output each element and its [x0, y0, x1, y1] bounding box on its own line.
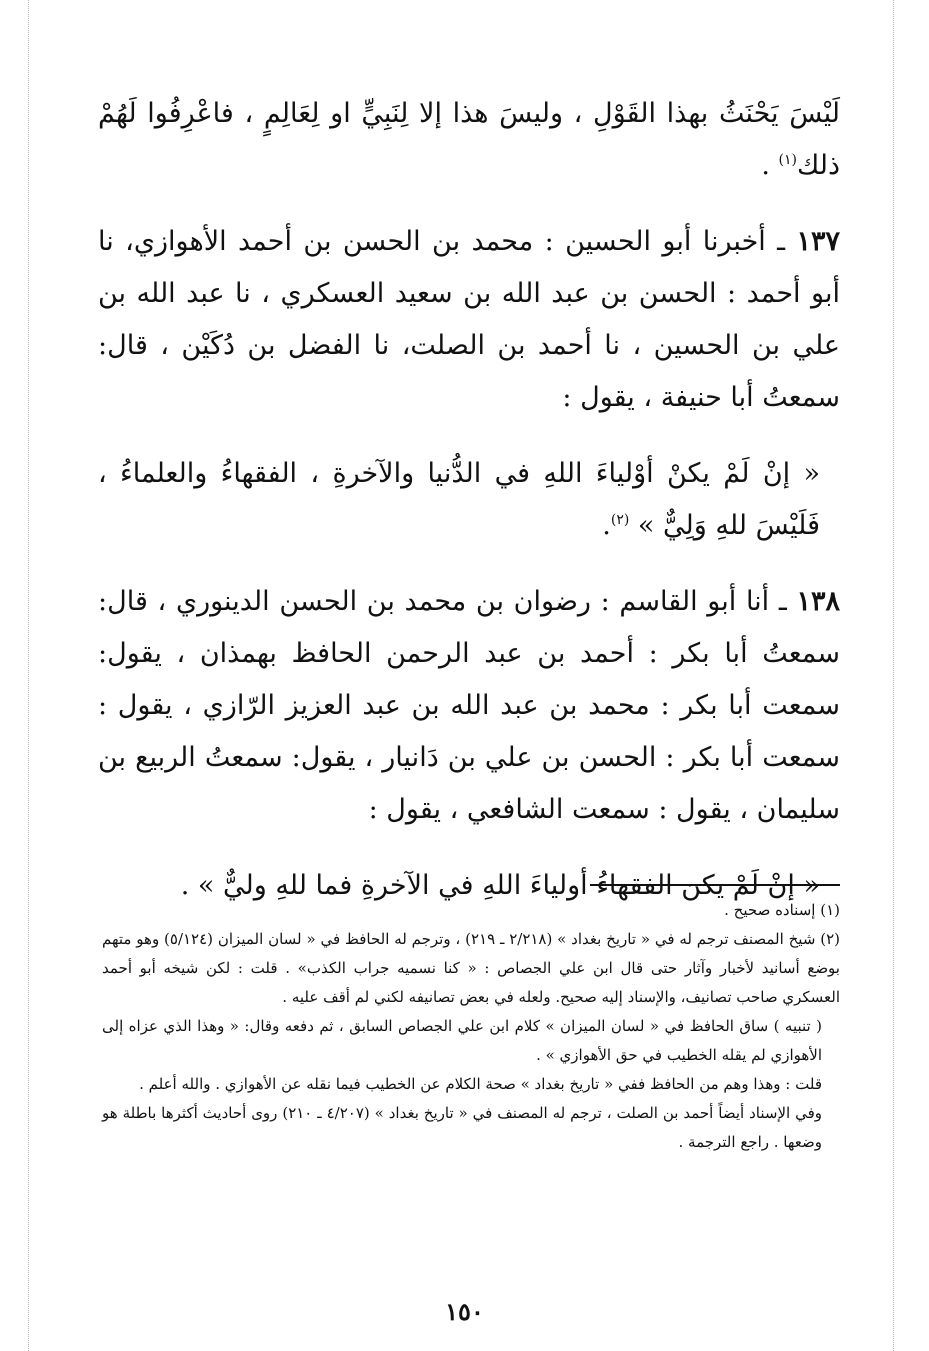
main-text — [98, 88, 840, 912]
page-number: ١٥٠ — [445, 1297, 484, 1326]
quote-1 — [98, 448, 840, 552]
footnote-2: (٢) شيخ المصنف ترجم له في « تاريخ بغداد » (٢/٢١٨ ـ ٢١٩) ، وترجم له الحافظ في « لسان الميزان (٥/١٢٤) وهو متهم بوضع أسانيد لأخبار وآثار حتى قال ابن علي الجصاص : « كنا نسميه جراب الكذب» . قلت : لكن شيخه أبو أحمد العسكري صاحب تصانيف، والإسناد إليه صحيح. ولعله في بعض تصانيفه لكني لم أقف عليه . — [102, 930, 841, 1006]
right-margin-guide — [893, 0, 894, 1351]
footnote-ref-1: (١) — [778, 152, 797, 168]
quote-1-text: « إنْ لَمْ يكنْ أوْلياءَ اللهِ في الدُّنيا والآخرةِ ، الفقهاءُ والعلماءُ ، فَلَيْسَ للهِ وَلِيٌّ » — [98, 458, 820, 541]
continuation-line-1: لَيْسَ يَحْنَثُ بهذا القَوْلِ ، وليسَ هذا إلا لِنَبِيٍّ او لِعَالِمٍ ، فاعْرِفُوا لَهُمْ — [98, 98, 840, 129]
paragraph-continuation — [98, 88, 840, 192]
hadith-138 — [98, 576, 840, 836]
left-margin-guide — [28, 0, 29, 1351]
footnote-separator — [590, 884, 840, 886]
continuation-line-2: ذلك — [796, 150, 840, 181]
hadith-number-137: ١٣٧ — [796, 226, 840, 257]
quote-1-end: . — [602, 510, 611, 541]
footnote-1: (١) إسناده صحيح . — [724, 901, 840, 919]
footnotes — [102, 896, 840, 1157]
hadith-137-text: ـ أخبرنا أبو الحسين : محمد بن الحسن بن أحمد الأهوازي، نا أبو أحمد : الحسن بن عبد الله بن سعيد العسكري ، نا عبد الله بن علي بن الحسين ، نا أحمد بن الصلت، نا الفضل بن دُكَيْن ، قال: سمعتُ أبا حنيفة ، يقول : — [98, 226, 840, 413]
continuation-end: . — [761, 150, 779, 181]
quote-2-text: « إنْ لَمْ يكن الفقهاءُ أولياءَ اللهِ في الآخرةِ فما للهِ وليٌّ » . — [180, 870, 820, 901]
hadith-137 — [98, 216, 840, 424]
footnote-ref-2: (٢) — [610, 512, 630, 528]
footnote-2-addendum: وفي الإسناد أيضاً أحمد بن الصلت ، ترجم له المصنف في « تاريخ بغداد » (٤/٢٠٧ ـ ٢١٠) روى أحاديث أكثرها باطلة هو وضعها . راجع الترجمة . — [102, 1104, 822, 1151]
footnote-2-note: ( تنبيه ) ساق الحافظ في « لسان الميزان » كلام ابن علي الجصاص السابق ، ثم دفعه وقال: « وهذا الذي عزاه إلى الأهوازي لم يقله الخطيب في حق الأهوازي » . — [102, 1017, 822, 1064]
hadith-number-138: ١٣٨ — [796, 586, 840, 617]
hadith-138-text: ـ أنا أبو القاسم : رضوان بن محمد بن الحسن الدينوري ، قال: سمعتُ أبا بكر : أحمد بن عبد الرحمن الحافظ بهمذان ، يقول: سمعت أبا بكر : محمد بن عبد الله بن عبد العزيز الرّازي ، يقول : سمعت أبا بكر : الحسن بن علي بن دَانيار ، يقول: سمعتُ الربيع بن سليمان ، يقول : سمعت الشافعي ، يقول : — [98, 586, 840, 825]
footnote-2-comment: قلت : وهذا وهم من الحافظ ففي « تاريخ بغداد » صحة الكلام عن الخطيب فيما نقله عن الأهوازي . والله أعلم . — [139, 1075, 822, 1093]
